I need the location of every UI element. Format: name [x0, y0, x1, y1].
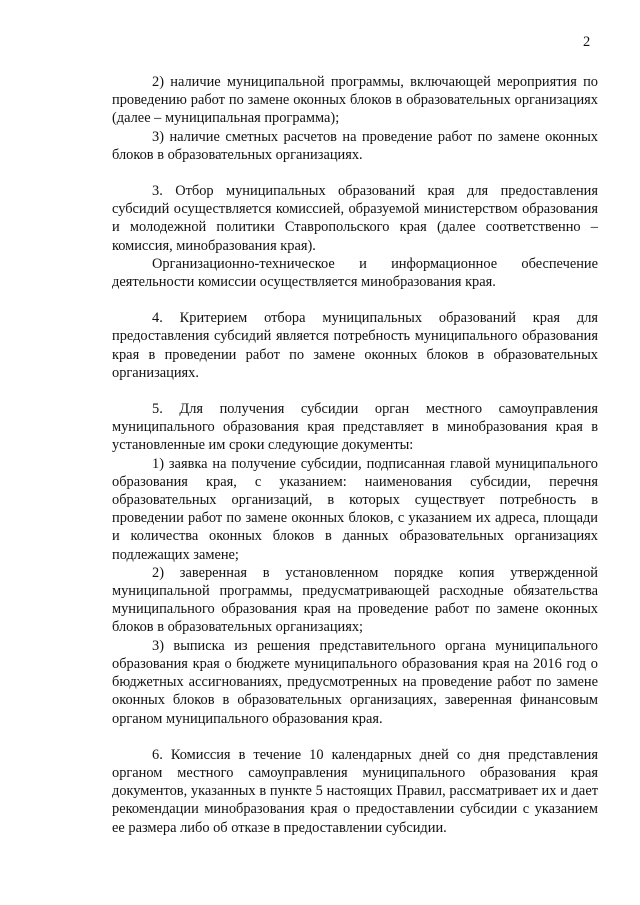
paragraph-item-3-estimates: 3) наличие сметных расчетов на проведение работ по замене оконных блоков в образовательных организациях. — [112, 128, 598, 163]
paragraph-doc-1-application: 1) заявка на получение субсидии, подписанная главой муниципального образования края, с указанием: наименования субсидии, перечня образовательных организаций, в которых существует потребность в проведении работ по замене оконных блоков, с указанием их адреса, площади и количества оконных блоков в данных образовательных организациях подлежащих замене; — [112, 455, 598, 563]
paragraph-section-3-selection: 3. Отбор муниципальных образований края для предоставления субсидий осуществляется комиссией, образуемой министерством образования и молодежной политики Ставропольского края (далее соответственно – комиссия, минобразования края). — [112, 183, 598, 254]
paragraph-doc-2-program-copy: 2) заверенная в установленном порядке копия утвержденной муниципальной программы, предусматривающей расходные обязательства муниципального образования края на проведение работ по замене оконных блоков в образовательных организациях; — [112, 564, 598, 636]
document-body — [112, 73, 598, 837]
paragraph-section-4-criterion: 4. Критерием отбора муниципальных образований края для предоставления субсидий является потребность муниципального образования края в проведении работ по замене оконных блоков в образовательных организациях. — [112, 310, 598, 381]
paragraph-section-5-documents: 5. Для получения субсидии орган местного самоуправления муниципального образования края представляет в минобразования края в установленные им сроки следующие документы: — [112, 401, 598, 454]
paragraph-commission-support: Организационно-техническое и информационное обеспечение деятельности комиссии осуществляется минобразования края. — [112, 255, 598, 291]
paragraph-doc-3-budget-extract: 3) выписка из решения представительного органа муниципального образования края о бюджете муниципального образования края на 2016 год о бюджетных ассигнованиях, предусмотренных на проведение работ по замене оконных блоков в образовательных организациях, заверенная финансовым органом муниципального образования края. — [112, 637, 598, 727]
paragraph-item-2-program: 2) наличие муниципальной программы, включающей мероприятия по проведению работ по замене оконных блоков в образовательных организациях (далее – муниципальная программа); — [112, 74, 598, 127]
page-number: 2 — [583, 34, 591, 50]
paragraph-section-6-commission: 6. Комиссия в течение 10 календарных дней со дня представления органом местного самоуправления муниципального образования края документов, указанных в пункте 5 настоящих Правил, рассматривает их и дает рекомендации минобразования края о предоставлении субсидии с указанием ее размера либо об отказе в предоставлении субсидии. — [112, 746, 598, 836]
